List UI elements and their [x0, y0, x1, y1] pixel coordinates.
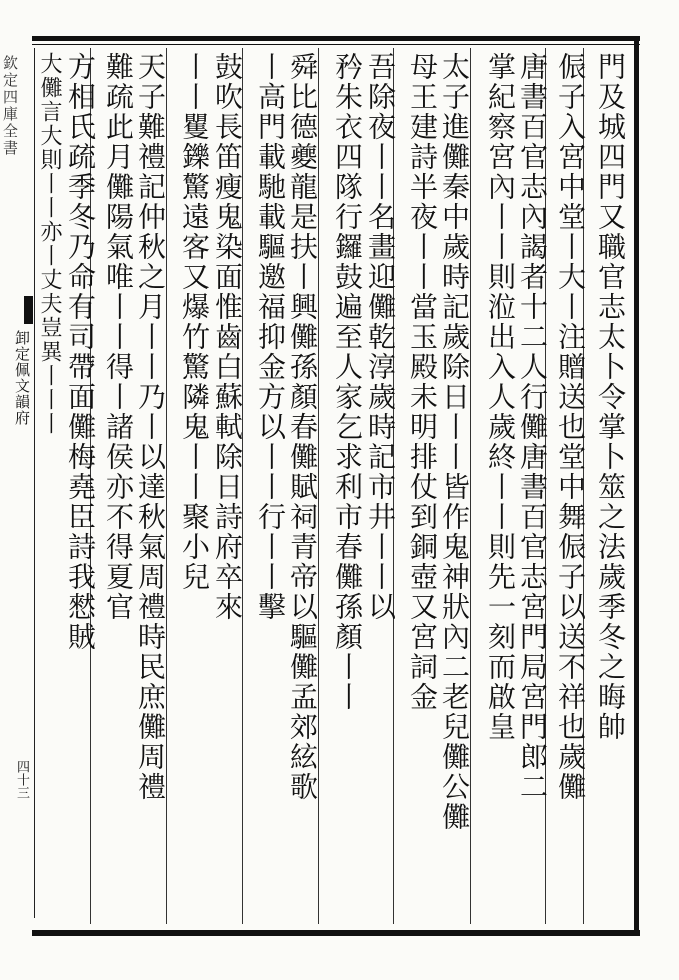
top-border-thin-rule [32, 44, 640, 45]
page-number: 四十三 [14, 760, 29, 799]
text-column-4: 掌紀察宮內丨丨則涖出入人歲終丨丨則先一刻而啟皇 [484, 52, 517, 742]
text-column-6: 母王建詩半夜丨丨當玉殿未明排仗到銅壺又宮詞金 [406, 52, 439, 712]
margin-book-label: 卸定佩文韻府 [13, 330, 31, 426]
text-column-7: 吾除夜丨丨名畫迎儺乾淳歲時記市井丨丨以 [364, 52, 397, 622]
text-column-14: 難疏此月儺陽氣唯丨丨得丨諸侯亦不得夏官 [102, 52, 135, 622]
top-border-rule [32, 36, 640, 41]
text-column-10: 丨高門載馳載驅邀福抑金方以丨丨行丨丨擊 [254, 52, 287, 622]
text-column-16: 大儺言大則丨丨亦丨丈夫豈異丨丨丨 [37, 52, 62, 436]
text-column-12: 丨丨矍鑠驚遠客又爆竹驚隣鬼丨丨聚小兒 [178, 52, 211, 592]
right-border-rule [634, 36, 639, 936]
text-column-11: 鼓吹長笛瘦鬼染面惟齒白蘇軾除日詩府卒來 [211, 52, 244, 622]
text-column-9: 舜比德夔龍是扶丨興儺孫顏春儺賦祠青帝以驅儺孟郊絃歌 [286, 52, 319, 802]
text-column-5: 太子進儺秦中歲時記歲除日丨丨皆作鬼神狀內二老兒儺公儺 [438, 52, 471, 832]
text-column-1: 門及城四門又職官志太卜令掌卜筮之法歲季冬之晦帥 [594, 52, 627, 742]
text-column-13: 天子難禮記仲秋之月丨丨乃丨以達秋氣周禮時民庶儺周禮 [134, 52, 167, 802]
text-column-15: 方相氏疏季冬乃命有司帶面儺梅堯臣詩我憖賊 [64, 52, 97, 652]
margin-fishtail-mark [24, 296, 33, 324]
margin-title: 欽定四庫全書 [1, 55, 19, 157]
text-column-3: 唐書百官志內謁者十二人行儺唐書百官志宮門局宮門郎二 [516, 52, 549, 802]
text-column-2: 侲子入宮中堂丨大丨注贈送也堂中舞侲子以送不祥也歲儺 [554, 52, 587, 802]
text-column-8: 矜朱衣四隊行鑼鼓遍至人家乞求利市春儺孫顏丨丨 [331, 52, 364, 712]
bottom-border-rule [32, 930, 640, 936]
